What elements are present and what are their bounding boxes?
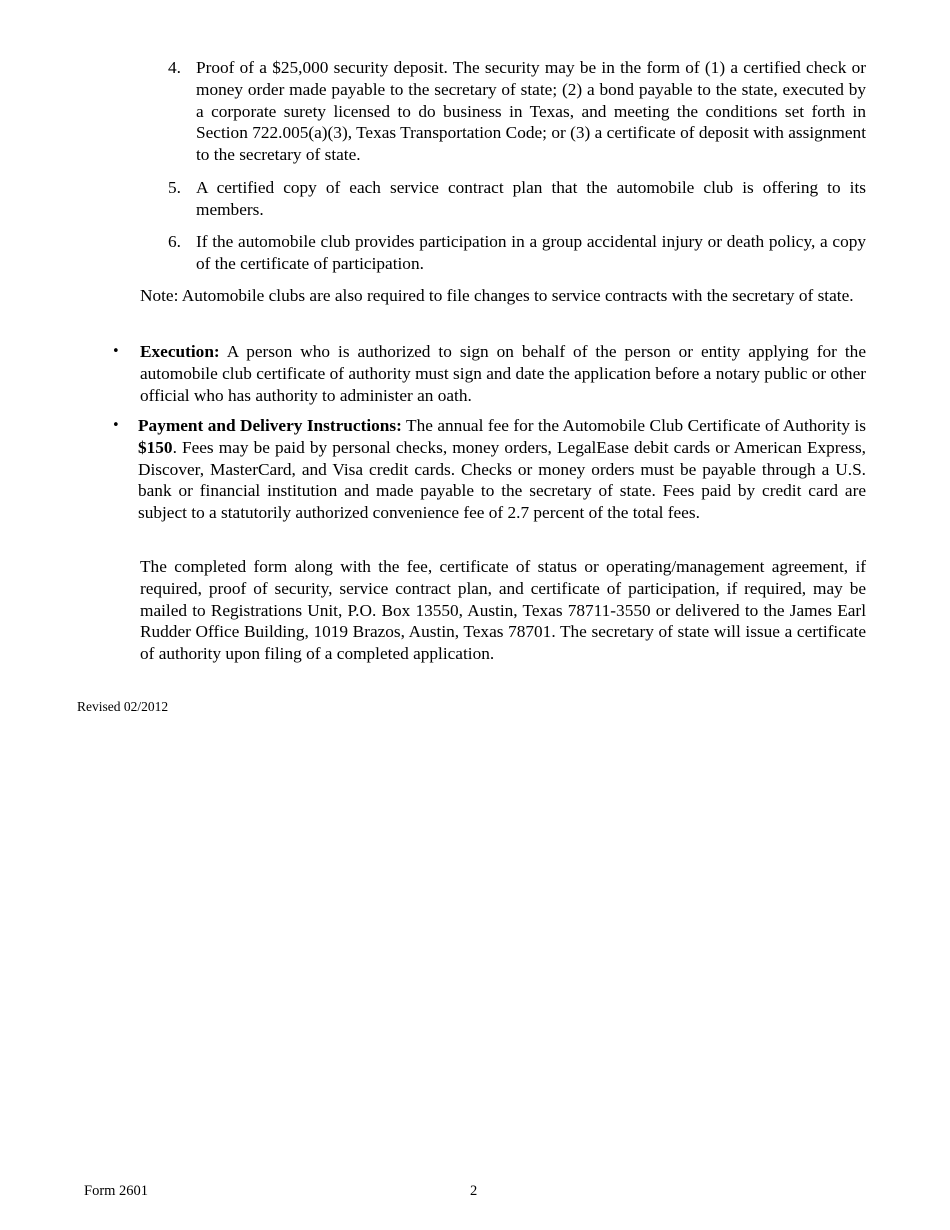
item-number: 5. bbox=[168, 178, 181, 197]
revised-date: Revised 02/2012 bbox=[77, 699, 169, 714]
item-text: A certified copy of each service contract plan that the automobile club is offering to its members. bbox=[196, 178, 866, 219]
item-text: If the automobile club provides participation in a group accidental injury or death policy, a copy of the certificate of participation. bbox=[196, 232, 866, 273]
execution-heading: Execution: bbox=[140, 342, 220, 361]
item-number: 6. bbox=[168, 232, 181, 251]
fee-amount: $150 bbox=[138, 437, 173, 457]
numbered-item-4 bbox=[168, 57, 866, 166]
numbered-item-6 bbox=[168, 231, 866, 275]
note-paragraph: Note: Automobile clubs are also required to file changes to service contracts with the secretary of state. bbox=[140, 286, 854, 305]
payment-body-start: The annual fee for the Automobile Club Certificate of Authority is bbox=[401, 416, 866, 435]
payment-body-end: . Fees may be paid by personal checks, money orders, LegalEase debit cards or American Express, Discover, MasterCard, and Visa credit cards. Checks or money orders must be payable through a U.S. bank or financial institution and made payable to the secretary of state. Fees paid by credit card are subject to a statutorily authorized convenience fee of 2.7 percent of the total fees. bbox=[138, 437, 866, 523]
payment-heading: Payment and Delivery Instructions: bbox=[138, 416, 402, 435]
execution-body: A person who is authorized to sign on behalf of the person or entity applying for the automobile club certificate of authority must sign and date the application before a notary public or other official who has authority to administer an oath. bbox=[140, 342, 866, 405]
item-text: Proof of a $25,000 security deposit. The security may be in the form of (1) a certified check or money order made payable to the secretary of state; (2) a bond payable to the state, executed by a corporate surety licensed to do business in Texas, and meeting the conditions set forth in Section 722.005(a)(3), Texas Transportation Code; or (3) a certificate of deposit with assignment to the secretary of state. bbox=[196, 58, 866, 165]
numbered-item-5 bbox=[168, 177, 866, 221]
payment-bullet bbox=[112, 415, 866, 524]
bullet-icon: • bbox=[112, 344, 120, 359]
bullet-icon: • bbox=[112, 418, 120, 433]
item-number: 4. bbox=[168, 58, 181, 77]
form-number: Form 2601 bbox=[84, 1183, 149, 1199]
completed-form-paragraph: The completed form along with the fee, certificate of status or operating/management agreement, if required, proof of security, service contract plan, and certificate of participation, if required, may be mailed to Registrations Unit, P.O. Box 13550, Austin, Texas 78711-3550 or delivered to the James Earl Rudder Office Building, 1019 Brazos, Austin, Texas 78701. The secretary of state will issue a certificate of authority upon filing of a completed application. bbox=[140, 557, 866, 664]
payment-text bbox=[138, 415, 866, 524]
execution-bullet bbox=[112, 341, 866, 406]
execution-text bbox=[140, 341, 866, 406]
page-number: 2 bbox=[470, 1183, 478, 1199]
